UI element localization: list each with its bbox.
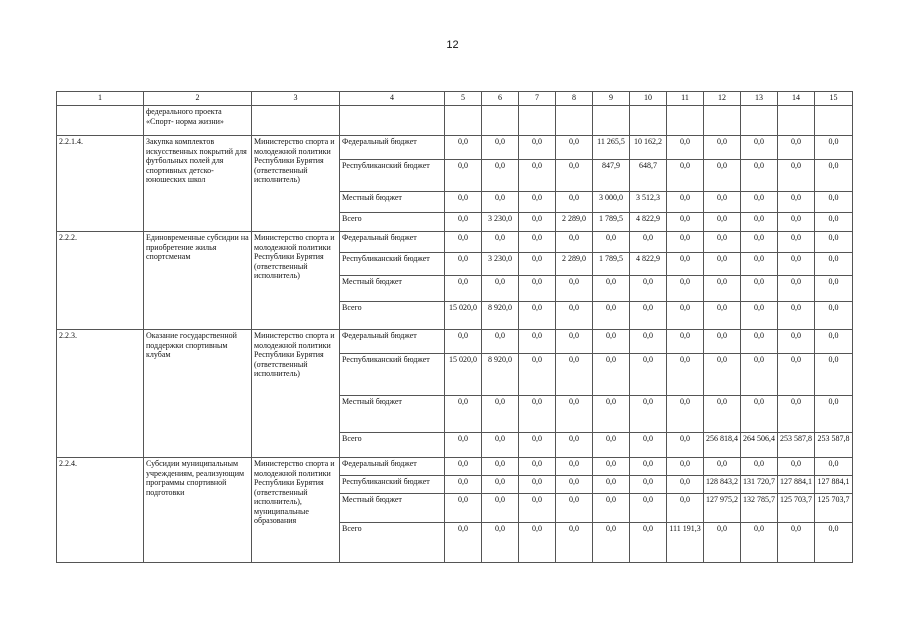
funding-source: Федеральный бюджет [340,136,445,160]
table-row [57,232,853,253]
value-cell: 0,0 [667,396,704,433]
value-cell: 0,0 [519,302,556,330]
column-header: 11 [667,92,704,106]
funding-source: Республиканский бюджет [340,354,445,396]
value-cell: 0,0 [815,253,853,276]
value-cell: 0,0 [741,458,778,476]
value-cell: 0,0 [482,136,519,160]
item-name: Оказание государственной поддержки спортивным клубам [144,330,252,458]
value-cell: 0,0 [482,276,519,302]
budget-table [56,91,853,563]
value-cell: 0,0 [482,458,519,476]
value-cell: 0,0 [445,458,482,476]
value-cell: 127 884,1 [815,476,853,494]
item-name: федерального проекта «Спорт- норма жизни» [144,106,252,136]
value-cell: 0,0 [630,523,667,563]
value-cell: 0,0 [445,160,482,192]
value-cell: 11 265,5 [593,136,630,160]
value-cell: 0,0 [556,433,593,458]
value-cell: 0,0 [778,523,815,563]
value-cell: 0,0 [630,276,667,302]
value-cell: 0,0 [778,354,815,396]
column-header: 2 [144,92,252,106]
value-cell: 0,0 [741,192,778,213]
value-cell: 131 720,7 [741,476,778,494]
value-cell: 0,0 [778,276,815,302]
value-cell: 0,0 [667,354,704,396]
column-header: 5 [445,92,482,106]
value-cell: 128 843,2 [704,476,741,494]
value-cell: 0,0 [593,354,630,396]
value-cell: 0,0 [630,354,667,396]
column-header: 15 [815,92,853,106]
item-code: 2.2.4. [57,458,144,563]
empty-cell [704,106,741,136]
value-cell: 0,0 [593,523,630,563]
value-cell: 0,0 [519,433,556,458]
value-cell: 0,0 [519,253,556,276]
value-cell: 0,0 [556,458,593,476]
value-cell: 0,0 [556,396,593,433]
value-cell: 0,0 [815,213,853,232]
value-cell: 0,0 [593,330,630,354]
value-cell: 0,0 [704,160,741,192]
value-cell: 0,0 [519,213,556,232]
value-cell: 0,0 [630,302,667,330]
value-cell: 0,0 [815,330,853,354]
column-header: 7 [519,92,556,106]
column-header: 12 [704,92,741,106]
value-cell: 132 785,7 [741,494,778,523]
funding-source: Федеральный бюджет [340,232,445,253]
funding-source: Федеральный бюджет [340,458,445,476]
value-cell: 0,0 [778,192,815,213]
value-cell: 0,0 [704,192,741,213]
value-cell: 0,0 [556,232,593,253]
value-cell: 0,0 [630,330,667,354]
value-cell: 0,0 [667,302,704,330]
table-row [57,136,853,160]
funding-source: Местный бюджет [340,396,445,433]
value-cell: 0,0 [741,396,778,433]
value-cell: 0,0 [704,354,741,396]
value-cell: 0,0 [815,458,853,476]
empty-cell [482,106,519,136]
column-header: 4 [340,92,445,106]
value-cell: 0,0 [630,433,667,458]
value-cell: 8 920,0 [482,302,519,330]
value-cell: 0,0 [741,213,778,232]
value-cell: 0,0 [519,476,556,494]
value-cell: 0,0 [445,396,482,433]
value-cell: 0,0 [593,494,630,523]
value-cell: 4 822,9 [630,253,667,276]
value-cell: 1 789,5 [593,213,630,232]
value-cell: 648,7 [630,160,667,192]
value-cell: 0,0 [704,232,741,253]
value-cell: 0,0 [778,253,815,276]
empty-cell [667,106,704,136]
value-cell: 3 000,0 [593,192,630,213]
value-cell: 0,0 [741,276,778,302]
value-cell: 0,0 [815,302,853,330]
value-cell: 0,0 [482,232,519,253]
value-cell: 0,0 [556,160,593,192]
value-cell: 0,0 [778,160,815,192]
value-cell: 0,0 [741,302,778,330]
funding-source: Местный бюджет [340,192,445,213]
value-cell: 0,0 [445,523,482,563]
value-cell: 0,0 [778,213,815,232]
value-cell: 125 703,7 [778,494,815,523]
value-cell: 15 020,0 [445,302,482,330]
value-cell: 2 289,0 [556,213,593,232]
value-cell: 0,0 [667,253,704,276]
item-name: Единовременные субсидии на приобретение жилья спортсменам [144,232,252,330]
funding-source: Республиканский бюджет [340,253,445,276]
value-cell: 0,0 [519,523,556,563]
value-cell: 10 162,2 [630,136,667,160]
value-cell: 0,0 [704,213,741,232]
value-cell: 0,0 [482,396,519,433]
column-header: 8 [556,92,593,106]
value-cell: 0,0 [741,136,778,160]
item-executor: Министерство спорта и молодежной политики Республики Бурятия (ответственный исполнитель) [252,136,340,232]
empty-cell [593,106,630,136]
funding-source: Местный бюджет [340,494,445,523]
column-header: 10 [630,92,667,106]
column-header: 3 [252,92,340,106]
empty-cell [630,106,667,136]
value-cell: 3 230,0 [482,253,519,276]
value-cell: 0,0 [593,458,630,476]
value-cell: 0,0 [630,396,667,433]
value-cell: 0,0 [778,232,815,253]
table-row [57,330,853,354]
value-cell: 0,0 [704,458,741,476]
value-cell: 0,0 [482,160,519,192]
value-cell: 8 920,0 [482,354,519,396]
value-cell: 0,0 [445,433,482,458]
value-cell: 0,0 [593,276,630,302]
value-cell: 0,0 [519,160,556,192]
value-cell: 3 230,0 [482,213,519,232]
value-cell: 0,0 [667,213,704,232]
value-cell: 0,0 [445,476,482,494]
value-cell: 0,0 [482,523,519,563]
value-cell: 0,0 [667,160,704,192]
value-cell: 4 822,9 [630,213,667,232]
value-cell: 0,0 [704,253,741,276]
funding-source: Республиканский бюджет [340,476,445,494]
value-cell: 3 512,3 [630,192,667,213]
item-code: 2.2.2. [57,232,144,330]
item-executor: Министерство спорта и молодежной политики Республики Бурятия (ответственный исполнитель), муниципальные образования [252,458,340,563]
value-cell: 0,0 [593,396,630,433]
value-cell: 0,0 [445,213,482,232]
column-header: 6 [482,92,519,106]
value-cell: 0,0 [667,276,704,302]
funding-source: Всего [340,302,445,330]
value-cell: 0,0 [556,192,593,213]
item-executor: Министерство спорта и молодежной политики Республики Бурятия (ответственный исполнитель) [252,330,340,458]
value-cell: 0,0 [519,330,556,354]
value-cell: 0,0 [519,494,556,523]
value-cell: 0,0 [519,354,556,396]
value-cell: 0,0 [630,232,667,253]
value-cell: 0,0 [815,232,853,253]
value-cell: 0,0 [741,330,778,354]
value-cell: 0,0 [445,232,482,253]
value-cell: 0,0 [482,330,519,354]
item-name: Субсидии муниципальным учреждениям, реализующим программы спортивной подготовки [144,458,252,563]
value-cell: 253 587,8 [815,433,853,458]
value-cell: 0,0 [741,160,778,192]
funding-source: Федеральный бюджет [340,330,445,354]
value-cell: 0,0 [778,458,815,476]
value-cell: 0,0 [741,253,778,276]
value-cell: 0,0 [741,354,778,396]
value-cell: 0,0 [667,433,704,458]
value-cell: 0,0 [667,232,704,253]
value-cell: 125 703,7 [815,494,853,523]
value-cell: 0,0 [593,433,630,458]
value-cell: 0,0 [704,523,741,563]
value-cell: 0,0 [630,458,667,476]
value-cell: 0,0 [556,136,593,160]
value-cell: 0,0 [445,330,482,354]
column-header: 13 [741,92,778,106]
value-cell: 0,0 [778,136,815,160]
page-number: 12 [446,39,459,51]
value-cell: 0,0 [704,330,741,354]
value-cell: 0,0 [704,396,741,433]
value-cell: 0,0 [556,494,593,523]
value-cell: 0,0 [630,476,667,494]
funding-source: Всего [340,523,445,563]
empty-cell [778,106,815,136]
value-cell: 0,0 [593,232,630,253]
value-cell: 0,0 [815,523,853,563]
value-cell: 0,0 [556,523,593,563]
empty-cell [519,106,556,136]
empty-cell [340,106,445,136]
value-cell: 0,0 [482,494,519,523]
value-cell: 0,0 [667,458,704,476]
value-cell: 0,0 [704,276,741,302]
value-cell: 0,0 [519,192,556,213]
value-cell: 0,0 [445,136,482,160]
value-cell: 0,0 [815,396,853,433]
value-cell: 0,0 [445,276,482,302]
value-cell: 0,0 [519,136,556,160]
value-cell: 0,0 [482,476,519,494]
value-cell: 0,0 [741,232,778,253]
item-code: 2.2.3. [57,330,144,458]
table-row [57,458,853,476]
value-cell: 0,0 [667,494,704,523]
item-executor: Министерство спорта и молодежной политики Республики Бурятия (ответственный исполнитель) [252,232,340,330]
value-cell: 0,0 [556,354,593,396]
continuation-row [57,106,853,136]
empty-cell [57,106,144,136]
value-cell: 0,0 [815,276,853,302]
value-cell: 0,0 [815,160,853,192]
value-cell: 0,0 [519,232,556,253]
value-cell: 127 884,1 [778,476,815,494]
value-cell: 0,0 [667,192,704,213]
value-cell: 0,0 [815,354,853,396]
value-cell: 0,0 [778,330,815,354]
empty-cell [741,106,778,136]
value-cell: 0,0 [815,136,853,160]
value-cell: 0,0 [667,136,704,160]
empty-cell [556,106,593,136]
funding-source: Республиканский бюджет [340,160,445,192]
empty-cell [445,106,482,136]
value-cell: 256 818,4 [704,433,741,458]
value-cell: 0,0 [519,276,556,302]
empty-cell [815,106,853,136]
header-row [57,92,853,106]
value-cell: 0,0 [445,192,482,213]
value-cell: 0,0 [593,476,630,494]
value-cell: 0,0 [556,476,593,494]
funding-source: Местный бюджет [340,276,445,302]
column-header: 1 [57,92,144,106]
value-cell: 253 587,8 [778,433,815,458]
value-cell: 264 506,4 [741,433,778,458]
item-name: Закупка комплектов искусственных покрытий для футбольных полей для спортивных детско-юношеских школ [144,136,252,232]
empty-cell [252,106,340,136]
funding-source: Всего [340,213,445,232]
value-cell: 0,0 [556,330,593,354]
value-cell: 0,0 [482,192,519,213]
value-cell: 0,0 [445,253,482,276]
value-cell: 15 020,0 [445,354,482,396]
value-cell: 0,0 [778,396,815,433]
value-cell: 0,0 [519,396,556,433]
value-cell: 0,0 [778,302,815,330]
value-cell: 0,0 [815,192,853,213]
value-cell: 111 191,3 [667,523,704,563]
value-cell: 0,0 [667,330,704,354]
value-cell: 0,0 [704,136,741,160]
value-cell: 0,0 [482,433,519,458]
item-code: 2.2.1.4. [57,136,144,232]
value-cell: 0,0 [445,494,482,523]
value-cell: 0,0 [593,302,630,330]
value-cell: 1 789,5 [593,253,630,276]
funding-source: Всего [340,433,445,458]
column-header: 14 [778,92,815,106]
value-cell: 0,0 [741,523,778,563]
value-cell: 2 289,0 [556,253,593,276]
value-cell: 0,0 [704,302,741,330]
column-header: 9 [593,92,630,106]
value-cell: 0,0 [667,476,704,494]
value-cell: 0,0 [630,494,667,523]
value-cell: 0,0 [519,458,556,476]
value-cell: 0,0 [556,302,593,330]
value-cell: 847,9 [593,160,630,192]
value-cell: 0,0 [556,276,593,302]
value-cell: 127 975,2 [704,494,741,523]
